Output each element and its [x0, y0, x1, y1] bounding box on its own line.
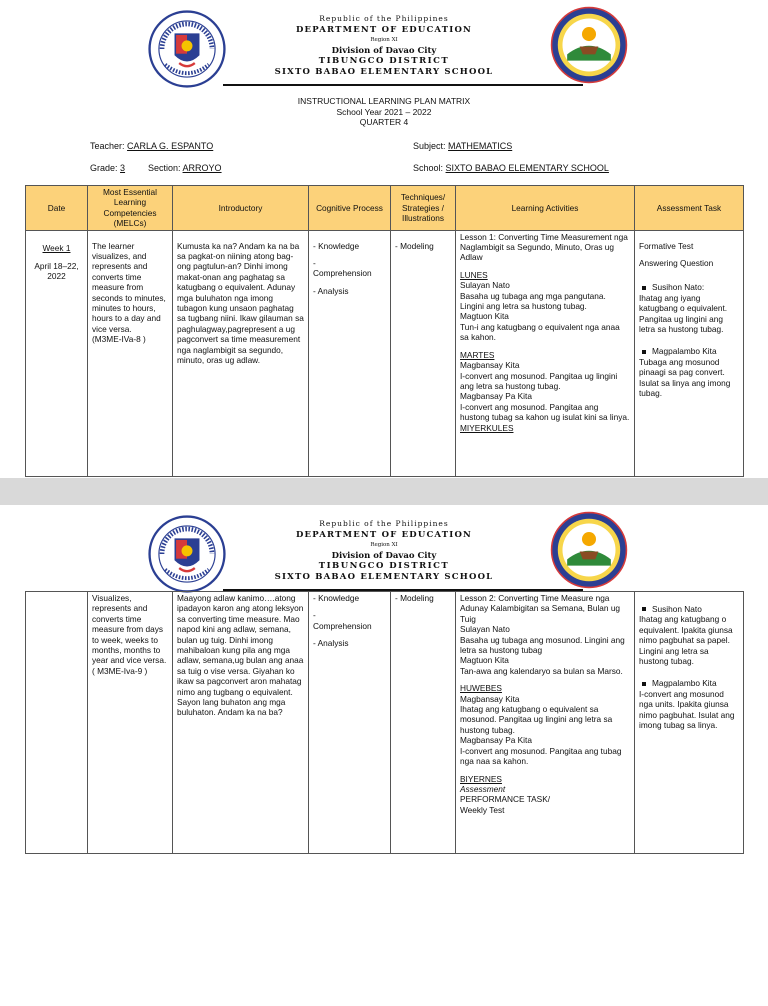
technique-cell: [391, 592, 456, 854]
teacher-field: [90, 141, 213, 151]
bullet-icon: [642, 607, 646, 611]
letterhead-text: [230, 14, 538, 78]
header-melcs: Most Essential Learning Competencies (MELCs): [88, 186, 173, 231]
introductory-cell: [173, 592, 309, 854]
day-label: BIYERNES: [460, 773, 502, 784]
cognitive-cell: [309, 230, 391, 476]
melc-cell: [88, 230, 173, 476]
district-line: TIBUNGCO DISTRICT: [318, 561, 450, 572]
assessment-bullet-text: Susihon Nato: Ihatag ang iyang katugbang o equivalent. Pangitaa ug lingini ang letra sa hustong tubag.: [639, 282, 728, 335]
letterhead-rule: [223, 84, 583, 86]
assessment-bullet-text: Magpalambo Kita I-convert ang mosunod nga units. Ipakita giunsa nimo pagbuhat. Isulat ang imong tubag sa linya.: [639, 678, 735, 731]
assessment-type: Formative Test: [639, 240, 694, 251]
teacher-value: CARLA G. ESPANTO: [127, 141, 214, 151]
day-activities: Magbansay Kita I-convert ang mosunod. Pangitaa ug lingini ang letra sa hustong tubag. Magbansay Pa Kita I-convert ang mosunod. Pangitaa ang hustong tubag sa kahon ug isulat kini sa linya.: [460, 360, 630, 423]
technique-text: - Modeling: [395, 593, 434, 603]
day-label: MARTES: [460, 349, 495, 360]
region-line: Region XI: [370, 37, 398, 44]
deped-seal-logo: [148, 515, 226, 593]
school-value: SIXTO BABAO ELEMENTARY SCHOOL: [445, 163, 609, 173]
date-cell: [26, 230, 88, 476]
assessment-cell: [635, 230, 744, 476]
assessment-cell: [635, 592, 744, 854]
header-activities: Learning Activities: [456, 186, 635, 231]
letterhead: [0, 0, 768, 88]
day-activities: PERFORMANCE TASK/ Weekly Test: [460, 794, 551, 815]
school-line: SIXTO BABAO ELEMENTARY SCHOOL: [274, 571, 494, 582]
technique-cell: [391, 230, 456, 476]
cognitive-item: - Analysis: [313, 285, 349, 296]
bullet-icon: [642, 350, 646, 354]
technique-text: - Modeling: [395, 240, 434, 251]
activities-cell: [456, 230, 635, 476]
introductory-text: Maayong adlaw kanimo….atong ipadayon karon ang atong leksyon sa converting time measure. Mao napod kini ang adlaw, semana, bulan ug tuig. Dinhi imong mahibaloan kung pila ang mga adlaw, semana,ug bulan ang anaa sa tuig o vise versa. Giyahan ko ikaw sa pagconvert aron mahatag nimo ang tugbang o equivalent. Sayon lang buhaton ang mga buluhaton. Andam ka na ba?: [177, 593, 304, 718]
week-label: Week 1: [42, 242, 71, 253]
activities-cell: [456, 592, 635, 854]
assessment-bullet-text: Susihon Nato Ihatag ang katugbang o equivalent. Ipakita giunsa nimo pagbuhat sa papel. Lingini ang letra sa hustong tubag.: [639, 604, 733, 667]
page-gap: [0, 478, 768, 505]
page-1: [0, 0, 768, 478]
day-activities: Magbansay Kita Ihatag ang katugbang o equivalent sa mosunod. Pangitaa ug lingini ang letra sa hustong tubag. Magbansay Pa Kita I-convert ang mosunod. Pangitaa ang tubag nga naa sa kahon.: [460, 693, 622, 767]
subject-value: MATHEMATICS: [448, 141, 513, 151]
plan-table-2: [25, 591, 744, 854]
cognitive-cell: [309, 592, 391, 854]
melc-text: Visualizes, represents and converts time measure from days to week, weeks to months, months to year and vice versa. ( M3ME-Iva-9 ): [92, 593, 167, 676]
quarter: QUARTER 4: [359, 117, 409, 127]
page-2: [0, 505, 768, 855]
day-activities: Sulayan Nato Basaha ug tubaga ang mga pangutana. Lingini ang letra sa hustong tubag. Magtuon Kita Tun-i ang katugbang o equivalent nga anaa sa kahon.: [460, 280, 620, 343]
day-label: MIYERKULES: [460, 422, 514, 433]
cognitive-item: - Knowledge: [313, 593, 360, 603]
assessment-bullet: [639, 678, 739, 730]
introductory-text: Kumusta ka na? Andam ka na ba sa pagkat-on niining atong bag-ong pagtulun-an? Dinhi imong makat-onan ang paghatag sa katugbang o equivalent. Adunay mga buluhaton nga imong tubagon kung unsaon paghatag sa tugbang niini. Ikaw gilauman sa paghulagway,pagrepresent a ug pagconvert sa time measurement nga naglambigit sa segundo, minuto, oras ug adlaw.: [177, 240, 304, 366]
region-line: Region XI: [370, 542, 398, 549]
assessment-bullet: [639, 604, 739, 666]
bullet-icon: [642, 682, 646, 686]
school-seal-logo: [550, 6, 628, 84]
school-year: School Year 2021 – 2022: [336, 106, 432, 117]
teacher-label: Teacher:: [90, 141, 125, 151]
document-title: INSTRUCTIONAL LEARNING PLAN MATRIX: [297, 96, 471, 106]
grade-label: Grade:: [90, 163, 118, 173]
introductory-cell: [173, 230, 309, 476]
division-line: Division of Davao City: [331, 550, 437, 561]
section-label: Section:: [148, 163, 181, 173]
grade-value: 3: [120, 163, 126, 173]
header-introductory: Introductory: [173, 186, 309, 231]
melc-cell: [88, 592, 173, 854]
assessment-bullet: [639, 346, 739, 398]
republic-line: Republic of the Philippines: [319, 519, 449, 528]
assessment-method: Answering Question: [639, 258, 714, 269]
cognitive-item: - Analysis: [313, 638, 349, 649]
header-cognitive: Cognitive Process: [309, 186, 391, 231]
table-header-row: [26, 186, 744, 231]
document-title-block: [0, 96, 768, 128]
letterhead: [0, 505, 768, 593]
header-assessment: Assessment Task: [635, 186, 744, 231]
day-label: HUWEBES: [460, 683, 502, 694]
cognitive-item: - Comprehension: [313, 610, 372, 631]
section-field: [148, 163, 222, 173]
cognitive-item: - Comprehension: [313, 258, 372, 279]
department-line: DEPARTMENT OF EDUCATION: [295, 24, 473, 35]
bullet-icon: [642, 286, 646, 290]
assessment-bullet-text: Magpalambo Kita Tubaga ang mosunod pinaagi sa pag convert. Isulat sa linya ang imong tubag.: [639, 346, 731, 399]
cognitive-item: - Knowledge: [313, 240, 360, 251]
republic-line: Republic of the Philippines: [319, 14, 449, 23]
division-line: Division of Davao City: [331, 45, 437, 56]
school-label: School:: [413, 163, 444, 173]
plan-table-1: [25, 185, 744, 477]
district-line: TIBUNGCO DISTRICT: [318, 56, 450, 67]
subject-field: [413, 141, 512, 151]
department-line: DEPARTMENT OF EDUCATION: [295, 529, 473, 540]
assessment-label: Assessment: [460, 783, 506, 794]
deped-seal-logo: [148, 10, 226, 88]
grade-field: [90, 163, 125, 173]
header-techniques: Techniques/ Strategies / Illustrations: [391, 186, 456, 231]
letterhead-text: [230, 519, 538, 583]
table-row: [26, 592, 744, 854]
assessment-bullet: [639, 282, 739, 334]
school-field: [413, 163, 609, 173]
section-value: ARROYO: [182, 163, 222, 173]
date-cell: [26, 592, 88, 854]
lesson-title: Lesson 1: Converting Time Measurement nga Naglambigit sa Segundo, Minuto, Oras ug Adlaw: [460, 231, 628, 263]
header-date: Date: [26, 186, 88, 231]
subject-label: Subject:: [413, 141, 446, 151]
school-line: SIXTO BABAO ELEMENTARY SCHOOL: [274, 66, 494, 77]
school-seal-logo: [550, 511, 628, 589]
date-range: April 18–22, 2022: [34, 261, 79, 282]
lesson-text: Lesson 2: Converting Time Measure nga Adunay Kalambigitan sa Semana, Bulan ug Tuig Sulayan Nato Basaha ug tubaga ang mosunod. Lingini ang letra sa hustong tubag Magtuon Kita Tan-awa ang kalendaryo sa bulan sa Marso.: [460, 593, 625, 676]
day-label: LUNES: [460, 269, 488, 280]
melc-text: The learner visualizes, and represents and converts time measure from seconds to minutes, minutes to hours, hours to a day and vice versa. (M3ME-IVa-8 ): [92, 240, 166, 345]
table-row: [26, 230, 744, 476]
